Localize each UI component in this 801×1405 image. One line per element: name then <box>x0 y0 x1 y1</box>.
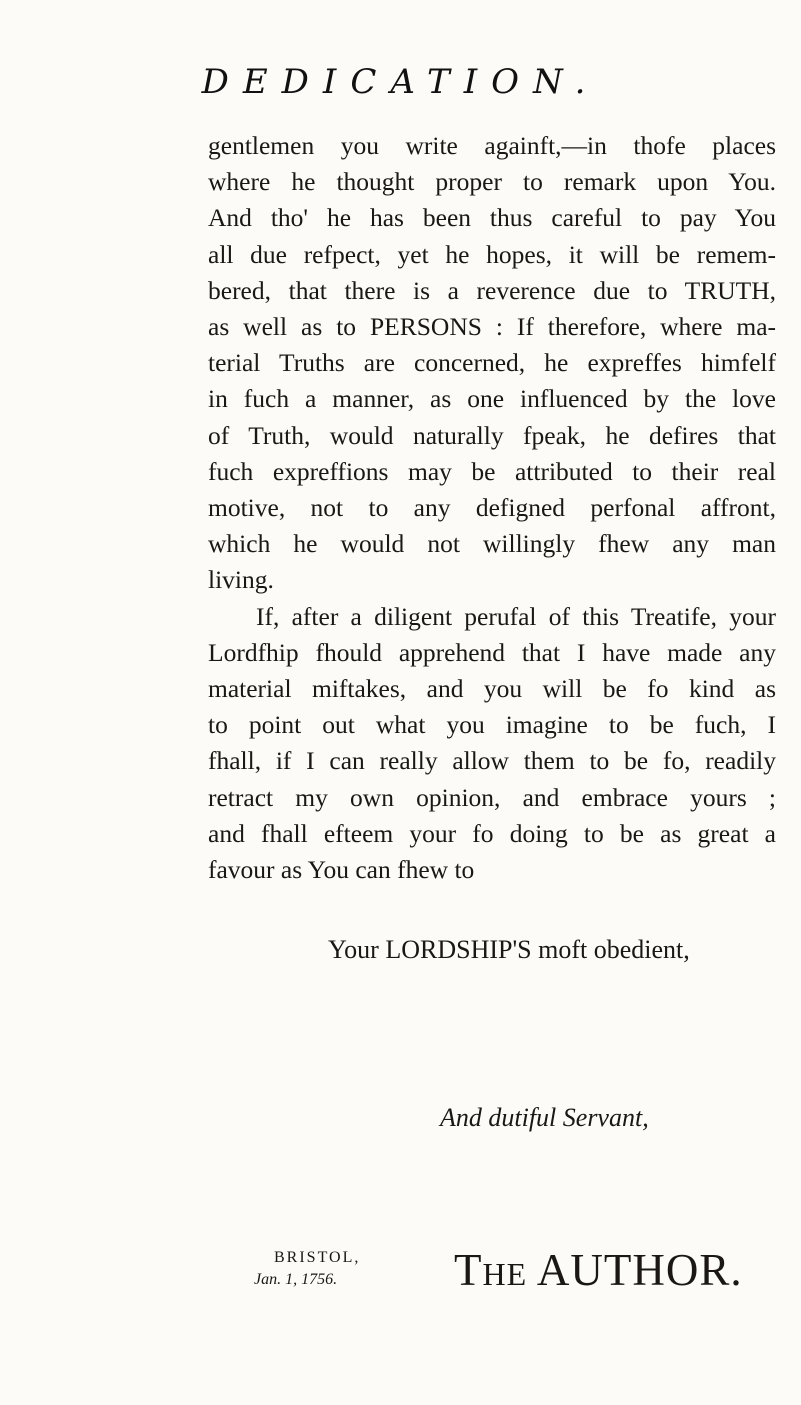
text-line: all due refpect, yet he hopes, it will be remem- <box>208 239 776 269</box>
place-and-date <box>254 1247 360 1291</box>
date: Jan. 1, 1756. <box>254 1271 338 1288</box>
place: BRISTOL, <box>274 1249 361 1266</box>
text-line: retract my own opinion, and embrace yours ; <box>208 782 776 812</box>
text-line: fhall, if I can really allow them to be fo, readily <box>208 746 776 776</box>
text-line: terial Truths are concerned, he expreffes himfelf <box>208 348 776 378</box>
text-line: living. <box>208 565 274 595</box>
text-line: And tho' he has been thus careful to pay You <box>208 203 776 233</box>
text-line: fuch expreffions may be attributed to their real <box>208 456 776 486</box>
text-line: gentlemen you write againft,—in thofe places <box>208 131 776 160</box>
text-line: material miftakes, and you will be fo kind as <box>208 674 776 704</box>
paragraph <box>208 599 776 889</box>
page-header: DEDICATION. <box>201 62 600 102</box>
closing-salutation: Your LORDSHIP'S moft obedient, <box>328 935 690 964</box>
text-line: Lordfhip fhould apprehend that I have made any <box>208 637 776 667</box>
text-line: motive, not to any defigned perfonal affront, <box>208 493 776 523</box>
text-line: as well as to PERSONS : If therefore, where ma- <box>208 312 776 342</box>
text-line: If, after a diligent perufal of this Treatife, your <box>256 601 776 631</box>
text-line: and fhall efteem your fo doing to be as great a <box>208 818 776 848</box>
closing-servant: And dutiful Servant, <box>440 1103 649 1132</box>
text-line: favour as You can fhew to <box>208 855 475 885</box>
dedication-body <box>208 128 776 888</box>
text-line: in fuch a manner, as one influenced by the love <box>208 384 776 414</box>
paragraph <box>208 128 776 599</box>
text-line: bered, that there is a reverence due to TRUTH, <box>208 275 776 305</box>
text-line: of Truth, would naturally fpeak, he defires that <box>208 420 776 450</box>
text-line: to point out what you imagine to be fuch, I <box>208 710 776 740</box>
text-line: where he thought proper to remark upon You. <box>208 167 776 197</box>
text-line: which he would not willingly fhew any man <box>208 529 776 559</box>
author-signature: The AUTHOR. <box>454 1245 743 1295</box>
